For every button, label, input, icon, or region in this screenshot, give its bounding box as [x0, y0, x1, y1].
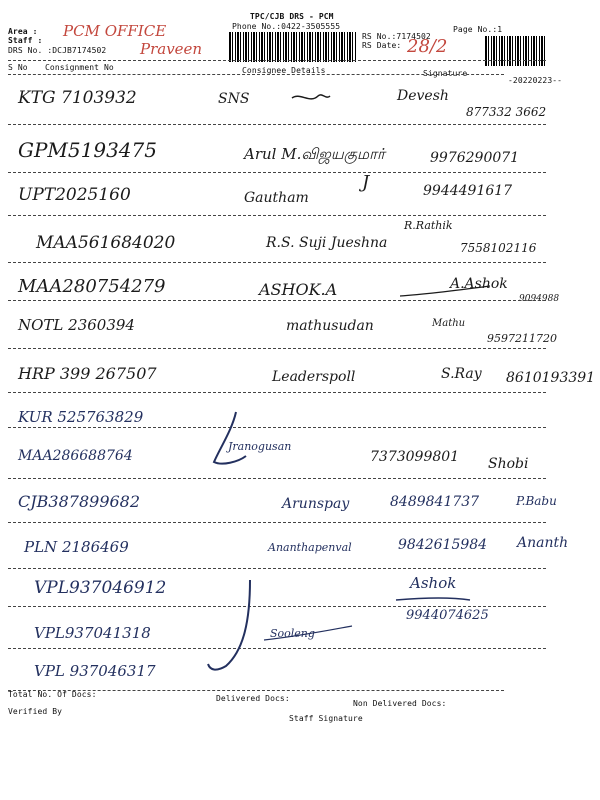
row-2-consignment: GPM5193475 — [18, 138, 157, 162]
row-1-name: SNS — [218, 91, 250, 107]
row-3-consignment: UPT2025160 — [18, 185, 131, 205]
row-8-consignment: KUR 525763829 — [18, 408, 144, 426]
row-9-consignment: MAA286688764 — [18, 448, 133, 464]
row-3-name: Gautham — [244, 190, 309, 206]
area-value: PCM OFFICE — [63, 22, 167, 40]
signature-stroke — [400, 286, 490, 296]
rs-date-value: 28/2 — [407, 36, 448, 57]
row-10-consignment: CJB387899682 — [18, 492, 141, 511]
phone-number: Phone No.:0422-3505555 — [232, 22, 341, 31]
drs-number: DRS No. :DCJB7174502 — [8, 46, 107, 55]
bracket-stroke — [214, 412, 246, 464]
row-5-name: ASHOK.A — [259, 280, 338, 299]
staff-value: Praveen — [140, 40, 203, 58]
row-1-signature: Devesh — [397, 88, 449, 104]
area-label: Area : — [8, 27, 38, 36]
row-14-consignment: VPL 937046317 — [34, 662, 156, 680]
row-1-phone: 877332 3662 — [466, 105, 547, 119]
row-1-consignment: KTG 7103932 — [18, 88, 137, 108]
col-sno: S No — [8, 63, 28, 72]
date-stamp: -20220223-- — [508, 76, 563, 85]
row-7-signature: S.Ray — [441, 366, 482, 382]
row-11-signature: Ananth — [517, 535, 569, 551]
row-9-name: Jranogusan — [228, 440, 292, 453]
row-10-name: Arunspay — [282, 496, 350, 512]
row-4-consignment: MAA561684020 — [36, 233, 176, 253]
row-6-phone: 9597211720 — [487, 332, 557, 345]
scribble-stroke — [292, 95, 330, 99]
row-5-signature: A.Ashok — [450, 276, 508, 292]
row-13-name: Sooleng — [270, 627, 315, 640]
rs-number: RS No.:7174502 — [362, 32, 431, 41]
row-10-signature: P.Babu — [516, 494, 557, 508]
row-12-consignment: VPL937046912 — [34, 578, 167, 598]
bracket-stroke — [208, 580, 250, 670]
non-delivered-docs-label: Non Delivered Docs: — [353, 699, 447, 708]
row-2-name: Arul M.விஜயகுமார் — [244, 145, 385, 163]
row-6-name: mathusudan — [286, 318, 374, 334]
row-11-phone: 9842615984 — [398, 537, 488, 553]
row-11-name: Ananthapenval — [268, 541, 352, 554]
col-consignment: Consignment No — [45, 63, 114, 72]
row-5-consignment: MAA280754279 — [18, 276, 166, 297]
row-4-phone: 7558102116 — [460, 241, 537, 255]
row-9-signature: Shobi — [488, 456, 529, 472]
row-12-phone: 9944074625 — [406, 608, 489, 623]
signature-stroke — [264, 626, 352, 640]
row-6-consignment: NOTL 2360394 — [18, 316, 135, 334]
document-title: TPC/CJB DRS - PCM — [250, 12, 334, 21]
delivered-docs-label: Delivered Docs: — [216, 694, 290, 703]
verified-by-label: Verified By — [8, 707, 63, 716]
underline-stroke — [396, 598, 470, 600]
row-7-phone: 8610193391 — [506, 370, 596, 386]
row-10-phone: 8489841737 — [390, 494, 480, 510]
staff-signature-label: Staff Signature — [289, 714, 363, 723]
row-4-name: R.S. Suji Jueshna — [266, 235, 388, 251]
rs-date-label: RS Date: — [362, 41, 402, 50]
total-docs-label: Total No. Of Docs: — [8, 690, 97, 699]
row-11-consignment: PLN 2186469 — [24, 538, 129, 556]
row-7-name: Leaderspoll — [272, 369, 356, 385]
row-2-phone: 9976290071 — [430, 150, 520, 166]
row-3-signature: J — [362, 172, 370, 193]
page-number: Page No.:1 — [453, 25, 503, 34]
col-consignee: Consignee Details — [242, 66, 326, 75]
row-12-signature: Ashok — [410, 574, 457, 592]
row-4-signature: R.Rathik — [404, 219, 453, 232]
row-7-consignment: HRP 399 267507 — [18, 364, 157, 383]
row-9-phone: 7373099801 — [370, 449, 460, 465]
row-6-signature: Mathu — [432, 318, 466, 329]
staff-label: Staff : — [8, 36, 43, 45]
row-5-phone: 9094988 — [519, 294, 560, 304]
row-13-consignment: VPL937041318 — [34, 624, 151, 642]
row-3-phone: 9944491617 — [423, 183, 513, 199]
col-signature: Signature — [423, 69, 468, 78]
